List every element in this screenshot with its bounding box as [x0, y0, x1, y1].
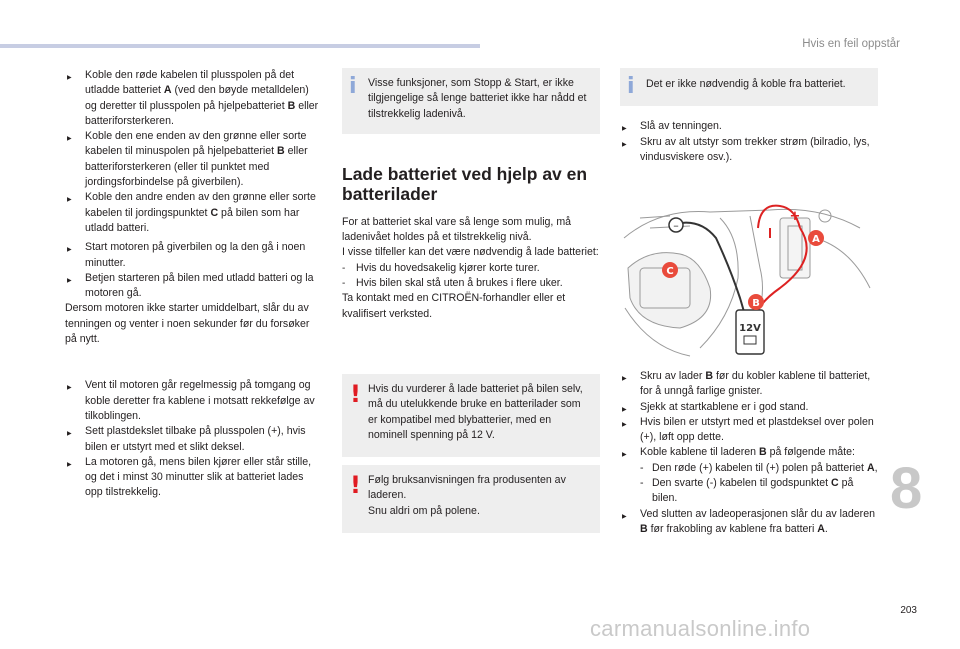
- steps-group-1: [620, 119, 878, 165]
- charger-label: 12V: [739, 323, 761, 334]
- paragraph-restart: Dersom motoren ikke starter umiddelbart, slår du av tenningen og venter i noen sekunder før du forsøker på nytt.: [65, 302, 310, 346]
- steps-group-1: [65, 68, 323, 236]
- page-number: 203: [900, 605, 917, 616]
- arrow-bullet-icon: ▶: [67, 247, 72, 254]
- step-item: ▶ Koble kablene til laderen B på følgende måte:: [620, 445, 878, 460]
- dash-list: [342, 261, 600, 292]
- arrow-bullet-icon: ▶: [622, 406, 627, 413]
- dash-bullet-icon: -: [640, 477, 644, 490]
- arrow-bullet-icon: ▶: [67, 277, 72, 284]
- arrow-bullet-icon: ▶: [622, 452, 627, 459]
- arrow-bullet-icon: ▶: [67, 431, 72, 438]
- column-right-lower: [620, 369, 878, 537]
- steps-group-3: [65, 378, 323, 500]
- label-c: C: [666, 266, 674, 277]
- arrow-bullet-icon: ▶: [67, 461, 72, 468]
- steps-group-2: [65, 240, 323, 301]
- step-item: ▶ Koble den ene enden av den grønne eller sorte kabelen til minuspolen på hjelpebatteriet B eller batteriforsterkeren (eller til punktet med jordingsforbindelse på giverbilen).: [67, 130, 308, 189]
- arrow-bullet-icon: ▶: [622, 513, 627, 520]
- arrow-bullet-icon: ▶: [622, 141, 627, 148]
- step-item: ▶ Vent til motoren går regelmessig på tomgang og koble deretter fra kablene i motsatt rekkefølge av tilkoblingen.: [67, 379, 315, 422]
- label-b: B: [752, 298, 760, 309]
- section-title: Hvis en feil oppstår: [802, 38, 900, 50]
- chapter-number: 8: [890, 456, 923, 521]
- warning-text-1: Hvis du vurderer å lade batteriet på bilen selv, må du utelukkende bruke en batterilader som er kompatibel med blybatterier, med en nominell spenning på 12 V.: [368, 382, 583, 441]
- sub-list: [620, 461, 878, 507]
- column-left: [65, 68, 323, 501]
- step-item: ▶ Koble den andre enden av den grønne eller sorte kabelen til jordingspunktet C på bilen som har utladd batteri.: [67, 191, 316, 234]
- dash-item: - Hvis bilen skal stå uten å brukes i flere uker.: [342, 276, 600, 291]
- arrow-bullet-icon: ▶: [622, 376, 627, 382]
- warning-box-1: [342, 374, 600, 457]
- watermark: carmanualsonline.info: [590, 616, 811, 641]
- steps-group-2: [620, 369, 878, 461]
- sub-item: - Den svarte (-) kabelen til godspunktet C på bilen.: [640, 477, 854, 505]
- info-box: [620, 68, 878, 106]
- step-item: ▶ Slå av tenningen.: [620, 119, 878, 134]
- step-item: ▶ Skru av alt utstyr som trekker strøm (bilradio, lys, vindusviskere osv.).: [622, 135, 870, 163]
- dash-bullet-icon: -: [640, 461, 644, 474]
- minus-sign: –: [673, 219, 679, 232]
- step-item: ▶ Koble den røde kabelen til plusspolen på det utladde batteriet A (ved den bøyde metalldelen) og deretter til plusspolen på hjelpebatteriet B eller batteriforsterkeren.: [67, 69, 319, 127]
- warning-icon: !: [350, 379, 361, 408]
- warning-icon: !: [350, 471, 361, 500]
- step-item: ▶ Hvis bilen er utstyrt med et plastdeksel over polen (+), løft opp dette.: [622, 415, 874, 444]
- warning-text-2b: Snu aldri om på polene.: [368, 504, 480, 517]
- step-item: ▶ Sjekk at startkablene er i god stand.: [620, 400, 878, 415]
- sub-item: - Den røde (+) kabelen til (+) polen på batteriet A,: [620, 461, 878, 476]
- arrow-bullet-icon: ▶: [67, 136, 72, 143]
- step-item: ▶ Betjen starteren på bilen med utladd batteri og la motoren gå.: [67, 271, 314, 300]
- step-last: [620, 507, 878, 538]
- battery-charger-illustration: [620, 198, 874, 358]
- step-item: ▶ La motoren gå, mens bilen kjører eller står stille, og det i minst 30 minutter slik at batteriet lades opp tilstrekkelig.: [67, 455, 312, 499]
- dash-bullet-icon: -: [342, 278, 346, 290]
- dash-item: - Hvis du hovedsakelig kjører korte turer.: [342, 261, 600, 276]
- intro-text-2: I visse tilfeller kan det være nødvendig å lade batteriet:: [342, 246, 599, 259]
- section-heading: Lade batteriet ved hjelp av en batterilader: [342, 163, 588, 204]
- info-text: Det er ikke nødvendig å koble fra batteriet.: [646, 78, 846, 90]
- plus-sign: +: [789, 209, 801, 224]
- warning-box-2: [342, 465, 600, 533]
- info-box: [342, 68, 600, 134]
- arrow-bullet-icon: ▶: [67, 75, 72, 81]
- step-item: ▶ Sett plastdekslet tilbake på plusspolen (+), hvis bilen er utstyrt med et slikt deksel.: [67, 425, 306, 453]
- column-middle: [342, 68, 600, 533]
- label-a: A: [812, 234, 820, 245]
- warning-text-2a: Følg bruksanvisningen fra produsenten av laderen.: [368, 474, 566, 502]
- arrow-bullet-icon: ▶: [622, 421, 627, 428]
- arrow-bullet-icon: ▶: [67, 197, 72, 204]
- intro-text: For at batteriet skal vare så lenge som mulig, må ladenivået holdes på et tilstrekkelig nivå.: [342, 215, 572, 244]
- dash-bullet-icon: -: [342, 262, 346, 274]
- column-right: [620, 68, 878, 165]
- header-bar: [0, 44, 480, 48]
- arrow-bullet-icon: ▶: [67, 385, 72, 392]
- info-icon: i: [627, 74, 635, 99]
- step-item: ▶ Skru av lader B før du kobler kablene til batteriet, for å unngå farlige gnister.: [622, 370, 871, 398]
- step-item: ▶ Start motoren på giverbilen og la den gå i noen minutter.: [67, 241, 306, 269]
- step-item: ▶ Ved slutten av ladeoperasjonen slår du av laderen B før frakobling av kablene fra batteri A.: [622, 507, 875, 535]
- info-text: Visse funksjoner, som Stopp & Start, er ikke tilgjengelige så lenge batteriet ikke har nådd et tilstrekkelig ladenivå.: [368, 77, 587, 120]
- contact-text: Ta kontakt med en CITROËN-forhandler eller et kvalifisert verksted.: [342, 292, 566, 320]
- arrow-bullet-icon: ▶: [622, 126, 627, 133]
- info-icon: i: [349, 74, 357, 99]
